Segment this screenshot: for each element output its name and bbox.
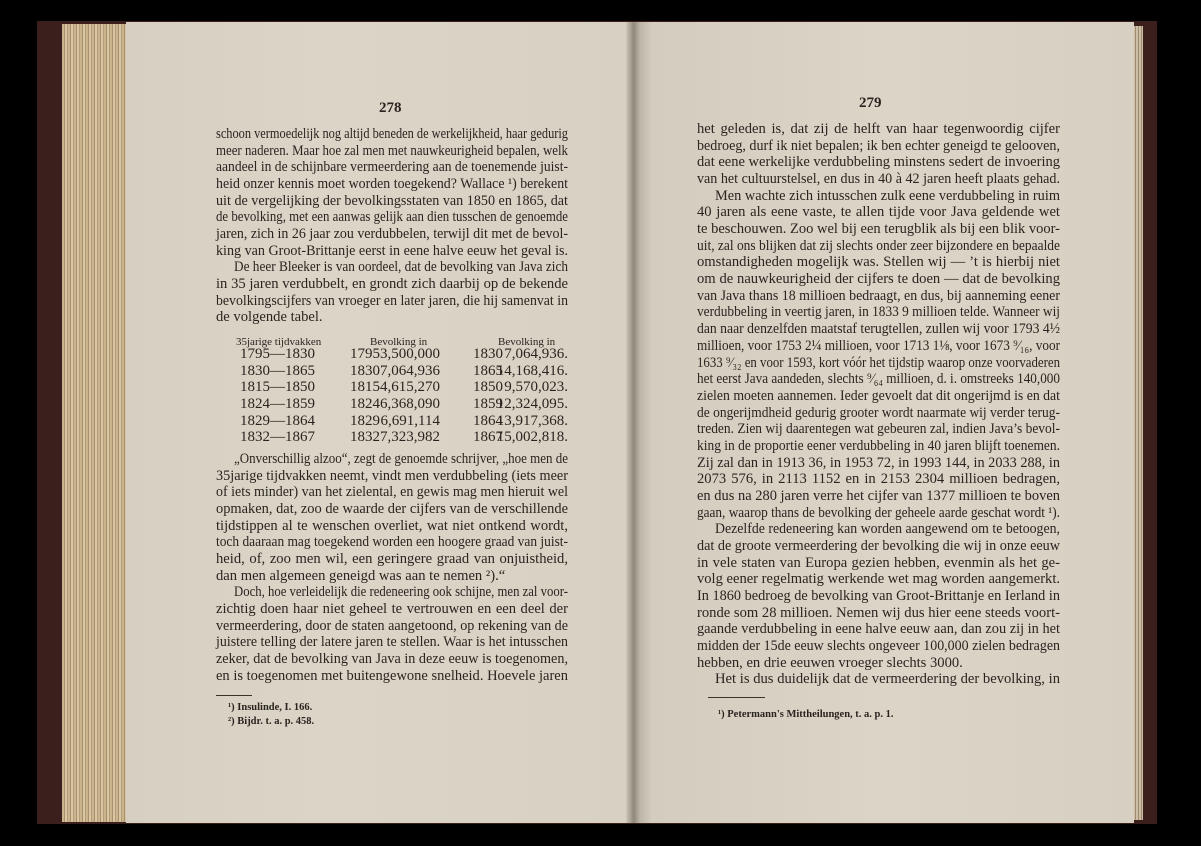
- table-cell: 7,323,982: [380, 429, 440, 446]
- text-line: [697, 254, 1060, 271]
- text-line: [697, 221, 1060, 238]
- text-line-content: het eerst Java aandeden, slechts ⁹⁄₆₄ millioen, d. i. omstreeks 140,000: [697, 371, 1060, 388]
- text-line: [216, 276, 568, 293]
- text-line-content: juistere telling der latere jaren te stellen. Waar is het intusschen: [216, 634, 568, 651]
- table-cell: 1850: [473, 379, 503, 396]
- text-line: [697, 271, 1060, 288]
- text-line-content: dat eene werkelijke verdubbeling minstens sedert de invoering: [697, 154, 1060, 171]
- text-line: [216, 293, 568, 310]
- table-cell: 1865: [473, 362, 503, 379]
- page-stack-edge: [62, 24, 128, 822]
- text-line-content: zeker, dat de bevolking van Java in deze eeuw is toegenomen,: [216, 651, 568, 668]
- text-line: [697, 238, 1060, 255]
- text-line: [697, 405, 1060, 422]
- text-line-content: ronde som 28 millioen. Nemen wij dus hier eene steeds voort-: [697, 604, 1060, 621]
- text-line: [216, 243, 568, 260]
- text-line-content: Dezelfde redeneering kan worden aangewend om te betoogen,: [715, 521, 1060, 538]
- text-line-content: tijdstippen al te wenschen overliet, wat niet ontkend wordt,: [216, 517, 568, 534]
- text-line: [216, 501, 568, 518]
- text-line-content: verdubbeling in veertig jaren, in 1833 9 millioen telde. Wanneer wij: [697, 304, 1060, 321]
- text-line-content: omstandigheden mogelijk was. Stellen wij — ’t is hierbij niet: [697, 254, 1060, 271]
- text-line-content: het geleden is, dat zij de helft van haar tegenwoordig cijfer: [697, 121, 1060, 137]
- text-line: [697, 171, 1060, 188]
- text-line-content: jaren, zich in 26 jaar zou verdubbelen, terwijl dit met de bevol-: [216, 226, 568, 243]
- table-cell: 1815: [350, 379, 380, 396]
- footnote-2-left: ²) Bijdr. t. a. p. 458.: [228, 716, 315, 727]
- table-cell: 13,917,368.: [496, 412, 568, 429]
- text-line-content: dan naar denzelfden maatstaf terugtellen, zullen wij voor 1793 4½: [697, 321, 1060, 338]
- text-line-content: in vele staten van Europa gezien hebben, evenmin als het ge-: [697, 554, 1060, 571]
- table-cell: 1864: [473, 412, 503, 429]
- text-line-content: aandeel in de schijnbare vermeerdering aan de toenemende juist-: [216, 159, 568, 176]
- text-line: [697, 204, 1060, 221]
- text-line-content: zichtig doen haar niet geheel te vertrouwen en een deel der: [216, 601, 568, 618]
- text-line-content: 1633 ⁹⁄₃₂ en voor 1593, kort vóór het tijdstip waarop onze voorvaderen: [697, 354, 1060, 371]
- text-line: [697, 304, 1060, 321]
- table-header-population-end: Bevolking in: [498, 336, 556, 348]
- text-line: [697, 438, 1060, 455]
- text-line: [697, 605, 1060, 622]
- table-cell: 1859: [473, 396, 503, 413]
- table-cell: 6,691,114: [380, 412, 440, 429]
- page-stack-edge-right: [1133, 26, 1143, 820]
- text-line-content: gaan, waarop thans de bevolking der geheele aarde geschat wordt ¹).: [697, 504, 1060, 521]
- text-line-content: uit de vergelijking der bevolkingsstaten van 1850 en 1865, dat: [216, 192, 568, 209]
- table-cell: 1829—1864: [240, 412, 315, 429]
- page-number-right: 279: [859, 95, 882, 111]
- text-line: [697, 154, 1060, 171]
- text-line: [697, 638, 1060, 655]
- text-line-content: dat de groote vermeerdering der bevolking die wij in onze eeuw: [697, 538, 1060, 554]
- text-line: [216, 159, 568, 176]
- table-cell: 1824: [350, 396, 380, 413]
- text-line-content: 40 jaren als eene vaste, te allen tijde voor Java geldende wet: [697, 204, 1060, 221]
- text-line: [216, 551, 568, 568]
- text-line: [697, 488, 1060, 505]
- text-line: [697, 321, 1060, 338]
- text-line: [697, 121, 1060, 138]
- text-line-content: zielen moeten aannemen. Ieder gevoelt dat dit ongerijmd is en dat: [697, 387, 1060, 404]
- table-cell: 1832—1867: [240, 429, 315, 446]
- text-line-content: bedroeg, durf ik niet bepalen; ik ben echter geneigd te gelooven,: [697, 137, 1060, 154]
- text-line: [697, 588, 1060, 605]
- text-line-content: meer naderen. Maar hoe zal men met nauwkeurigheid bepalen, welk: [216, 142, 568, 159]
- text-line: [234, 451, 568, 468]
- book-gutter: [626, 22, 640, 823]
- text-line-content: heid, of, zoo men wil, een geringere graad van onjuistheid,: [216, 551, 568, 568]
- text-line: [216, 668, 568, 685]
- table-cell: 3,500,000: [380, 346, 440, 362]
- text-line-content: midden der 15de eeuw slechts ongeveer 100,000 zielen bedragen: [697, 638, 1060, 655]
- text-line-content: De heer Bleeker is van oordeel, dat de bevolking van Java zich: [234, 259, 568, 276]
- footnote-1-right: ¹) Petermann's Mittheilungen, t. a. p. 1.: [718, 709, 894, 720]
- footnote-rule-right: [708, 697, 765, 698]
- text-line-content: schoon vermoedelijk nog altijd beneden de werkelijkheid, haar gedurig: [216, 126, 568, 142]
- text-line: [697, 505, 1060, 522]
- text-line: [216, 468, 568, 485]
- table-cell: 1830: [350, 362, 380, 379]
- text-line: [216, 518, 568, 535]
- text-line-content: vermeerdering, door de staten aangetoond, op rekening van de: [216, 617, 568, 634]
- text-line-content: king in de proportie eener verdubbeling in 40 jaren blijft toenemen.: [697, 437, 1060, 454]
- table-cell: 14,168,416.: [496, 362, 568, 379]
- text-line: [697, 455, 1060, 472]
- text-line: [697, 288, 1060, 305]
- text-line: [697, 138, 1060, 155]
- table-cell: 12,324,095.: [496, 396, 568, 413]
- text-line: [216, 126, 568, 143]
- table-cell: 15,002,818.: [496, 429, 568, 446]
- table-cell: 7,064,936.: [504, 346, 568, 362]
- footnote-1-left: ¹) Insulinde, I. 166.: [228, 702, 313, 713]
- table-cell: 1795—1830: [240, 346, 315, 362]
- text-line: [216, 309, 568, 326]
- text-line: [697, 338, 1060, 355]
- text-line: [216, 601, 568, 618]
- text-line-content: de bevolking, met een aanwas gelijk aan dien tusschen de genoemde: [216, 209, 568, 226]
- text-line-content: dan men algemeen geneigd was aan te nemen ²).“: [216, 567, 506, 584]
- text-line-content: 35jarige tijdvakken neemt, vindt men verdubbeling (iets meer: [216, 467, 568, 484]
- table-header-periods: 35jarige tijdvakken: [236, 336, 322, 348]
- text-line: [715, 671, 1060, 688]
- text-line-content: bevolkingscijfers van vroeger en later jaren, die hij samenvat in: [216, 292, 568, 309]
- text-line-content: millioen, voor 1753 2¼ millioen, voor 1713 1⅛, voor 1673 ⁹⁄₁₆, voor: [697, 337, 1060, 354]
- table-header-population-start: Bevolking in: [370, 336, 428, 348]
- text-line-content: uit, zal ons blijken dat zij slechts onder zeer bijzondere en bepaalde: [697, 237, 1060, 254]
- text-line-content: treden. Zien wij daarentegen wat gebeuren zal, indien Java’s bevol-: [697, 421, 1060, 438]
- text-line: [216, 634, 568, 651]
- text-line-content: in 35 jaren verdubbelt, en grondt zich daarbij op de bekende: [216, 276, 568, 293]
- table-cell: 1830—1865: [240, 362, 315, 379]
- page-number-left: 278: [379, 100, 402, 116]
- table-cell: 1867: [473, 429, 503, 446]
- table-cell: 4,615,270: [380, 379, 440, 396]
- text-line-content: te beschouwen. Zoo wel bij een terugblik als bij een blik voor-: [697, 221, 1060, 238]
- text-line-content: Het is dus duidelijk dat de vermeerdering der bevolking, in: [715, 671, 1060, 688]
- text-line-content: van het cultuurstelsel, en dus in 40 à 42 jaren heeft plaats gehad.: [697, 171, 1060, 188]
- text-line: [216, 176, 568, 193]
- text-line: [216, 193, 568, 210]
- text-line-content: gaande verdubbeling in eene halve eeuw aan, dan zou zij in het: [697, 621, 1060, 638]
- text-line: [234, 584, 568, 601]
- text-line: [697, 555, 1060, 572]
- text-line: [697, 571, 1060, 588]
- text-line: [715, 521, 1060, 538]
- footnote-rule-left: [216, 695, 252, 696]
- text-line: [216, 209, 568, 226]
- text-line: [216, 651, 568, 668]
- text-line-content: de ongerijmdheid gedurig grooter wordt naarmate wij verder terug-: [697, 404, 1060, 421]
- text-line: [216, 568, 568, 585]
- table-cell: 9,570,023.: [504, 379, 568, 396]
- table-cell: 1824—1859: [240, 396, 315, 413]
- text-line: [697, 371, 1060, 388]
- text-line: [697, 471, 1060, 488]
- text-line-content: van Java thans 18 millioen bedraagt, en dus, bij aanneming eener: [697, 287, 1060, 304]
- text-line-content: volg eener regelmatig werkende wet mag worden aangemerkt.: [697, 571, 1060, 588]
- table-cell: 1795: [350, 346, 380, 362]
- text-line: [715, 188, 1060, 205]
- text-line-content: toch daaraan mag toegekend worden een hoogere graad van juist-: [216, 534, 568, 551]
- text-line: [234, 259, 568, 276]
- text-line-content: en is toegenomen met buitengewone snelheid. Hoevele jaren: [216, 667, 568, 684]
- text-line-content: of iets minder) van het zielental, en gewis mag men hieruit wel: [216, 484, 568, 501]
- text-line-content: „Onverschillig alzoo“, zegt de genoemde schrijver, „hoe men de: [234, 451, 568, 467]
- table-cell: 1815—1850: [240, 379, 315, 396]
- text-line-content: om de nauwkeurigheid der cijfers te doen — dat de bevolking: [697, 271, 1060, 288]
- text-line-content: heid onzer kennis moet worden toegekend? Wallace ¹) berekent: [216, 176, 568, 193]
- text-line: [697, 538, 1060, 555]
- text-line: [216, 484, 568, 501]
- text-line-content: en dus na 280 jaren verre het cijfer van 1377 millioen te boven: [697, 487, 1060, 504]
- text-line-content: Doch, hoe verleidelijk die redeneering ook schijne, men zal voor-: [234, 584, 568, 601]
- table-cell: 7,064,936: [380, 362, 440, 379]
- table-cell: 6,368,090: [380, 396, 440, 413]
- text-line: [697, 655, 1060, 672]
- text-line-content: opmaken, dat, zoo de waarde der cijfers van de verschillende: [216, 501, 568, 518]
- text-line-content: 2073 576, in 2113 1152 en in 2153 2304 millioen bedragen,: [697, 471, 1060, 488]
- text-line: [697, 355, 1060, 372]
- text-line-content: hebben, en drie eeuwen vroeger slechts 3000.: [697, 654, 963, 671]
- text-line-content: Men wachte zich intusschen zulk eene verdubbeling in ruim: [715, 187, 1060, 204]
- text-line-content: king van Groot-Brittanje eerst in eene halve eeuw het geval is.: [216, 242, 568, 259]
- text-line: [697, 621, 1060, 638]
- text-line-content: de volgende tabel.: [216, 309, 323, 326]
- text-line: [216, 534, 568, 551]
- text-line: [216, 618, 568, 635]
- text-line-content: Zij zal dan in 1913 36, in 1953 72, in 1993 144, in 2033 288, in: [697, 454, 1060, 471]
- text-line: [697, 421, 1060, 438]
- table-cell: 1832: [350, 429, 380, 446]
- text-line: [216, 226, 568, 243]
- text-line-content: In 1860 bedroeg de bevolking van Groot-Brittanje en Ierland in: [697, 588, 1060, 605]
- text-line: [697, 388, 1060, 405]
- table-cell: 1830: [473, 346, 503, 362]
- text-line: [216, 143, 568, 160]
- table-cell: 1829: [350, 412, 380, 429]
